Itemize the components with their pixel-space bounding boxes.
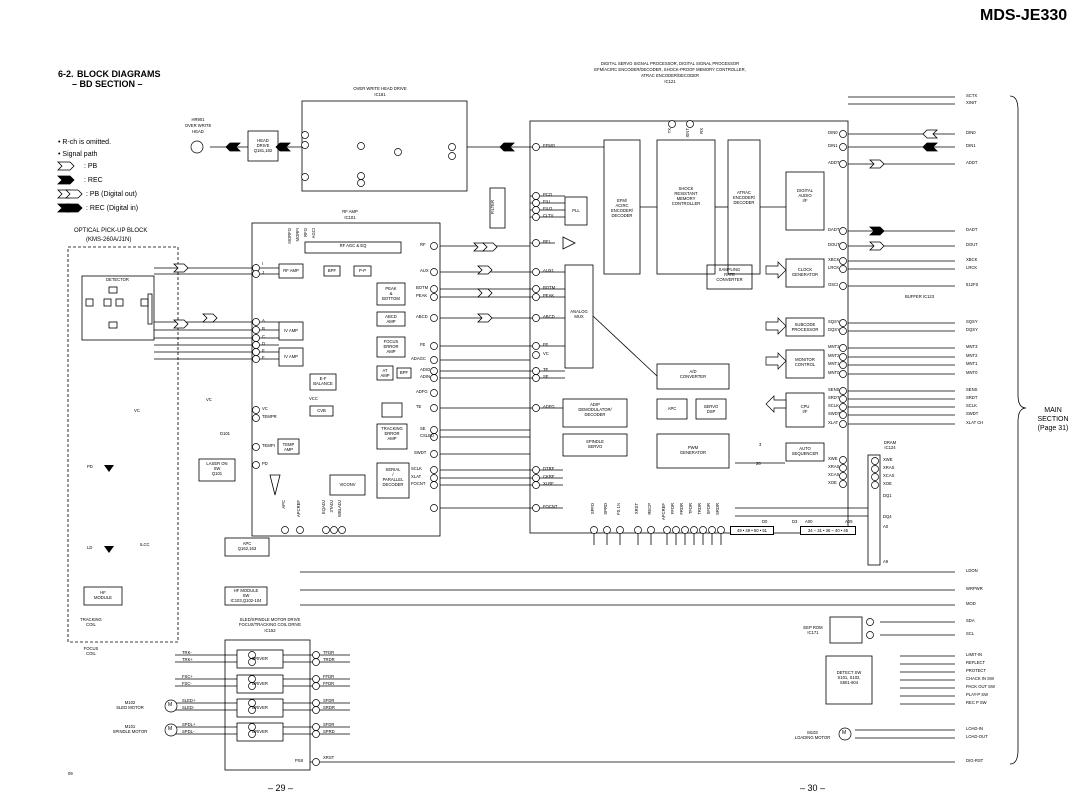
driver-pin-4: SLED+ [182, 698, 196, 703]
dram-pin-5: DQ4 [883, 514, 892, 519]
driver-pin-0: TRK- [182, 650, 192, 655]
rf-right-pin-3: PEAK [416, 293, 428, 298]
pd-label: PD [87, 464, 93, 469]
rf-left-pin-10: TEMPI [262, 443, 275, 448]
num-3-label: 3 [759, 442, 762, 447]
rf-bottom-pin-0: APC [281, 500, 286, 509]
legend-note: • R-ch is omitted. [58, 139, 112, 146]
subcode-block: SUBCODE PROCESSOR [791, 322, 819, 333]
rf-right-pin-0: RF [420, 242, 426, 247]
dsp-right-pin-15: SRDT [828, 395, 840, 400]
iv-amp-block-1: IV AMP [284, 328, 298, 333]
hf-module-block: HF MODULE [94, 590, 112, 601]
corner-code: 09 [68, 771, 73, 776]
right-signal-7: XBCK [966, 257, 978, 262]
right-signal-22: WRPWR [966, 586, 983, 591]
dsp-right-pin-5: XBCK [828, 257, 840, 262]
apc-inner-block: APC [667, 406, 677, 411]
right-signal-0: SCTX [966, 93, 978, 98]
driver-pin-14: SFDR [323, 722, 335, 727]
owh-ic: IC181 [374, 92, 386, 97]
monitor-control-block: MONITOR CONTROL [794, 357, 816, 368]
legend-rec: : REC [84, 177, 103, 184]
dsp-top-pin-1: XINT [685, 128, 690, 138]
vc-label-1: VC [134, 408, 140, 413]
right-signal-31: PLAY-P SW [966, 692, 989, 697]
temp-amp-block: TEMP AMP [282, 442, 295, 453]
right-signal-20: XLAT CH [966, 420, 984, 425]
dsp-right-pin-17: SWDT [828, 411, 841, 416]
rf-top-pin-2: RFO [303, 228, 308, 237]
dsp-left-pin-13: SE [543, 374, 549, 379]
rf-right-pin-14: SCLK [411, 466, 422, 471]
dram-pin-1: XRAS [883, 465, 895, 470]
dsp-right-pin-20: XRAS [828, 464, 840, 469]
driver-pin-13: SRDR [323, 705, 335, 710]
driver-pin-7: SPDL- [182, 729, 195, 734]
dsp-right-pin-9: DQSY [828, 327, 840, 332]
rf-left-pin-4: C [262, 334, 266, 339]
bus-box-d: 49 • 48 • 50 • 51 [730, 526, 774, 535]
right-signal-24: SDA [966, 618, 975, 623]
bpf2-block: BPF [399, 370, 409, 375]
dsp-left-pin-11: VC [543, 351, 549, 356]
eep-rom-label: EEP ROM IC171 [803, 625, 823, 636]
motor-m-icon-2: M [168, 726, 173, 732]
dsp-right-pin-0: DIN0 [828, 130, 838, 135]
right-signal-16: SENS [966, 387, 978, 392]
right-signal-33: LOAD-IN [966, 726, 983, 731]
legend-pb-digital: : PB (Digital out) [86, 191, 137, 198]
dsp-right-pin-12: MNT1 [828, 361, 840, 366]
rf-right-pin-15: XLAT [411, 474, 422, 479]
driver-pin-9: TRDR [323, 657, 335, 662]
dsp-left-pin-14: ADFG [543, 404, 555, 409]
dsp-right-pin-19: XWE [828, 456, 838, 461]
rf-right-pin-13: SWDT [414, 450, 427, 455]
rf-bottom-pin-3: 3TADJ [329, 500, 334, 513]
dram-pin-4: DQ1 [883, 493, 892, 498]
rf-left-pin-8: VC [262, 406, 268, 411]
dsp-label-3: ATRAC ENCODER/DECODER [640, 73, 700, 78]
rf-left-pin-2: A [262, 318, 265, 323]
rf-left-pin-7: F [262, 355, 265, 360]
driver-pin-8: TFDR [323, 650, 335, 655]
right-signal-9: 512FS [966, 282, 979, 287]
rf-left-pin-11: PD [262, 461, 268, 466]
rf-agc-block: RF AGC & EQ [339, 243, 367, 248]
rf-right-pin-10: TE [416, 404, 422, 409]
rf-right-pin-11: SE [420, 426, 426, 431]
rf-top-pin-0: MORFO [287, 228, 292, 244]
dsp-right-pin-3: DADT [828, 227, 840, 232]
analog-mux-block: ANALOG MUX [570, 309, 588, 320]
pll-block: PLL [572, 208, 580, 213]
legend-rec-digital: : REC (Digital in) [86, 205, 139, 212]
dsp-right-pin-4: DOUT [828, 242, 840, 247]
right-signal-18: SCLK [966, 403, 977, 408]
right-signal-6: DOUT [966, 242, 978, 247]
driver-pin-16: XRST [323, 755, 335, 760]
pp-block: P-P [359, 268, 366, 273]
rf-right-pin-7: ADIO [420, 367, 431, 372]
rf-left-pin-3: B [262, 326, 265, 331]
bus-d3: D3 [792, 519, 798, 524]
rf-left-pin-0: I [262, 261, 264, 266]
rf-amp-block: RF AMP [283, 268, 299, 273]
right-signal-3: DIN1 [966, 143, 976, 148]
rf-right-pin-1: AUX [420, 268, 429, 273]
dram-label: DRAM IC124 [883, 440, 897, 451]
driver-block-1: DRIVER [252, 656, 268, 661]
hr901-label-3: HEAD [192, 129, 204, 134]
right-signal-27: REFLECT [966, 660, 986, 665]
driver-pin-5: SLED- [182, 705, 195, 710]
right-signal-5: DADT [966, 227, 978, 232]
dsp-bottom-pin-8: TFDR [688, 503, 693, 515]
vc-label-2: VC [206, 397, 212, 402]
driver-block-3: DRIVER [252, 705, 268, 710]
rf-left-pin-1: J [262, 270, 265, 275]
right-signal-8: LRCK [966, 265, 978, 270]
bus-box-a: 34 – 31 • 36 – 40 • 45 [800, 526, 856, 535]
dsp-bottom-pin-11: SRDR [715, 503, 720, 515]
driver-pin-10: FFDR [323, 674, 335, 679]
model-title: MDS-JE330 [980, 7, 1068, 24]
right-signal-30: PACK OUT SW [966, 684, 995, 689]
viconv-block: VICONV [339, 482, 356, 487]
at-amp-block: AT AMP [380, 368, 390, 379]
rf-right-pin-8: ADIN [420, 374, 431, 379]
dsp-bottom-pin-2: FS 1N [616, 503, 621, 515]
owh-title: OVER WRITE HEAD DRIVE [353, 86, 407, 91]
shock-memory-block: SHOCK RESISTANT MEMORY CONTROLLER [671, 186, 701, 207]
dsp-right-pin-6: LRCK [828, 265, 840, 270]
dsp-label-1: DIGITAL SERVO SIGNAL PROCESSOR, DIGITAL SIGNAL PROCESSOR [600, 61, 740, 66]
dsp-left-pin-3: FILO [543, 206, 553, 211]
right-signal-13: MNT2 [966, 353, 978, 358]
dsp-right-pin-14: SENS [828, 387, 840, 392]
ilcc-label: ILCC [140, 542, 150, 547]
rf-left-pin-5: D [262, 341, 266, 346]
ad-converter-block: A/D CONVERTER [679, 369, 707, 380]
dsp-label-2: EFM/ACIRC ENCODER/DECODER, SHOCK-PROOF MEMORY CONTROLLER, [594, 67, 746, 72]
servo-dsp-block: SERVO DSP [703, 404, 719, 415]
tracking-coil-label: TRACKING COIL [80, 617, 102, 628]
filter-block: FILTER [490, 200, 495, 215]
driver-block-4: DRIVER [252, 729, 268, 734]
m102-label: M102 SLED MOTOR [116, 700, 144, 711]
bus-a00: A00 [805, 519, 813, 524]
right-signal-19: SWDT [966, 411, 979, 416]
rf-bottom-pin-4: WBLADJ [337, 500, 342, 517]
spindle-servo-block: SPINDLE SERVO [586, 439, 604, 450]
rf-right-pin-4: ABCD [416, 314, 428, 319]
right-signal-34: LOAD-OUT [966, 734, 988, 739]
hr901-label-2: OVER WRITE [184, 123, 212, 128]
serial-parallel-block: SERIAL / PARALLEL DECODER [382, 467, 404, 488]
dsp-left-pin-2: FILI [543, 199, 551, 204]
rf-right-pin-12: CSLED [420, 433, 434, 438]
rf-left-pin-9: TEMPR [262, 414, 277, 419]
bus-a09: A09 [845, 519, 853, 524]
right-signal-4: ADDT [966, 160, 978, 165]
motor-m-icon-3: M [842, 730, 847, 736]
driver-pin-6: SPDL+ [182, 722, 196, 727]
dsp-bottom-pin-4: RECP [647, 503, 652, 515]
rf-right-pin-2: BOTM [416, 285, 429, 290]
page-number-right: – 30 – [800, 783, 826, 793]
right-signal-25: SCL [966, 631, 975, 636]
driver-pin-15: SPRD [323, 729, 335, 734]
driver-pin-2: FSC+ [182, 674, 193, 679]
dsp-left-pin-8: PEAK [543, 293, 555, 298]
dsp-right-pin-18: XLAT [828, 420, 839, 425]
right-signal-28: PROTECT [966, 668, 987, 673]
driver-pin-17: PS8 [295, 758, 303, 763]
page-number-left: – 29 – [268, 783, 294, 793]
dram-pin-0: XWE [883, 457, 893, 462]
dram-pin-6: A0 [883, 524, 889, 529]
rf-right-pin-5: FE [420, 342, 426, 347]
m101-label: M101 SPINDLE MOTOR [112, 724, 148, 735]
driver-pin-12: SFDR [323, 698, 335, 703]
rf-right-pin-6: ADAGC [411, 356, 426, 361]
num-20-label: 20 [756, 461, 761, 466]
dsp-bottom-pin-0: SPFD [590, 503, 595, 515]
right-signal-29: CHACK IN SW [966, 676, 994, 681]
hr901-label: HR901 [191, 117, 205, 122]
rf-left-pin-6: E [262, 348, 265, 353]
focus-coil-label: FOCUS COIL [83, 646, 99, 657]
cvb-block: CVB [317, 408, 326, 413]
rf-top-pin-1: MORFI [295, 228, 300, 242]
rf-right-pin-16: FOCNT [411, 481, 426, 486]
driver-pin-11: FFDR [323, 681, 335, 686]
dsp-left-pin-9: ABCD [543, 314, 555, 319]
dsp-left-pin-15: DTRF [543, 466, 555, 471]
driver-pin-3: FSC- [182, 681, 192, 686]
buffer-label: BUFFER IC123 [905, 294, 935, 299]
hf-sw-block: HF MODULE SW IC103,Q102-104 [230, 588, 262, 604]
m103-label: M103 LOADING MOTOR [794, 730, 831, 741]
right-signal-26: LIMIT-IN [966, 652, 983, 657]
dsp-right-pin-21: XCAS [828, 472, 840, 477]
pickup-model: (KMS-260A/J1N) [86, 237, 132, 243]
dsp-right-pin-22: XOE [828, 480, 837, 485]
dsp-right-pin-2: ADDT [828, 160, 840, 165]
dsp-bottom-pin-3: XRST [634, 503, 639, 515]
main-section-1: MAIN [1044, 407, 1062, 414]
vcc-label: VCC [309, 396, 318, 401]
laser-on-block: LASER ON SW Q101 [206, 461, 228, 477]
apc-q-block: APC Q162,163 [237, 541, 257, 552]
motor-drive-label: SLED/SPINDLE MOTOR DRIVE FOCUS/TRACKING COIL DRIVE IC152 [238, 617, 302, 633]
adip-block: ADIP DEMODULATOR/ DECODER [578, 402, 612, 418]
dsp-bottom-pin-9: TRDR [697, 503, 702, 515]
abcd-amp-block: ABCD AMP [385, 314, 397, 325]
right-signal-23: MOD [966, 601, 976, 606]
right-signal-2: DIN0 [966, 130, 976, 135]
head-drive-block: HEAD DRIVE Q181,182 [253, 138, 273, 154]
cpu-if-block: CPU I/F [800, 404, 810, 415]
rfamp-ic: IC101 [344, 215, 356, 220]
focus-error-block: FOCUS ERROR AMP [383, 339, 399, 355]
dsp-left-pin-18: FOCNT [543, 504, 558, 509]
right-signal-10: SQSY [966, 319, 978, 324]
right-signal-17: SRDT [966, 395, 978, 400]
atrac-block: ATRAC ENCODER/ DECODER [732, 190, 756, 206]
detector-label: DETECTOR [106, 277, 129, 282]
digital-audio-block: DIGITAL AUDIO I/F [797, 188, 813, 204]
sampling-rate-block: SAMPLING RATE CONVERTER [716, 267, 743, 283]
dsp-bottom-pin-7: FRDR [679, 503, 684, 515]
right-signal-32: REC P SW [966, 700, 987, 705]
motor-m-icon-1: M [168, 702, 173, 708]
bpf-block: BPF [327, 268, 337, 273]
dsp-left-pin-5: RFI [543, 239, 550, 244]
dsp-right-pin-10: MNT3 [828, 344, 840, 349]
bus-d0: D0 [762, 519, 768, 524]
main-section-3: (Page 31) [1037, 425, 1069, 432]
dsp-left-pin-1: PCO [543, 192, 553, 197]
main-section-2: SECTION [1037, 416, 1069, 423]
dsp-bottom-pin-10: SFDR [706, 503, 711, 515]
rf-right-pin-9: ADFG [416, 389, 428, 394]
rf-bottom-pin-1: APCREF [296, 500, 301, 517]
auto-sequencer-block: AUTO SEQUENCER [791, 446, 819, 457]
right-signal-11: DQSY [966, 327, 978, 332]
right-signal-21: LDON [966, 568, 978, 573]
section-title: BLOCK DIAGRAMS [77, 69, 161, 79]
dsp-left-pin-4: CLTV [543, 213, 554, 218]
dsp-right-pin-1: DIN1 [828, 143, 838, 148]
dram-pin-3: XOE [883, 481, 892, 486]
driver-pin-1: TRK+ [182, 657, 193, 662]
d101-label: D101 [220, 431, 231, 436]
dsp-ic-label: IC121 [664, 79, 676, 84]
right-signal-1: XINIT [966, 100, 977, 105]
right-signal-15: MNT0 [966, 370, 978, 375]
dsp-top-pin-0: TX [667, 128, 672, 134]
efm-block: EFM/ ACIRC ENCODER/ DECODER [610, 198, 634, 219]
driver-block-2: DRIVER [252, 681, 268, 686]
dsp-left-pin-7: BOTM [543, 285, 556, 290]
dsp-left-pin-10: FE [543, 342, 549, 347]
pickup-label: OPTICAL PICK-UP BLOCK [74, 228, 148, 234]
section-subtitle: – BD SECTION – [72, 79, 143, 89]
tracking-error-block: TRACKING ERROR AMP [381, 426, 403, 442]
dsp-left-pin-17: XLRF [543, 481, 554, 486]
legend-signal-path: • Signal path [58, 151, 98, 158]
dsp-right-pin-11: MNT2 [828, 353, 840, 358]
dsp-bottom-pin-6: FFDR [670, 503, 675, 515]
dsp-right-pin-13: MNT0 [828, 370, 840, 375]
rf-bottom-pin-2: EQADJ [321, 500, 326, 514]
dsp-left-pin-6: AUX1 [543, 268, 554, 273]
dsp-right-pin-16: SCLK [828, 403, 839, 408]
section-number: 6-2. [58, 69, 74, 79]
dram-pin-2: XCAS [883, 473, 895, 478]
dsp-top-pin-2: RX [699, 128, 704, 134]
dsp-bottom-pin-5: APCREF [661, 503, 666, 520]
right-signal-35: DIG-RST [966, 758, 984, 763]
dsp-bottom-pin-1: SPRD [603, 503, 608, 515]
pwm-generator-block: PWM GENERATOR [679, 445, 707, 456]
rf-top-pin-3: AGCI [311, 228, 316, 239]
dsp-left-pin-0: EFMO [543, 143, 556, 148]
dsp-right-pin-8: SQSY [828, 319, 840, 324]
dsp-right-pin-7: OSCI [828, 282, 839, 287]
right-signal-14: MNT1 [966, 361, 978, 366]
legend-pb: : PB [84, 163, 98, 170]
ef-balance-block: E-F BALANCE [313, 376, 333, 387]
right-signal-12: MNT3 [966, 344, 978, 349]
detect-sw-block: DETECT SW S101, S102, S601-604 [836, 670, 862, 686]
dram-pin-7: A9 [883, 559, 889, 564]
dsp-left-pin-12: TE [543, 367, 549, 372]
dsp-left-pin-16: CKRF [543, 474, 555, 479]
clock-generator-block: CLOCK GENERATOR [791, 267, 819, 278]
rfamp-title: RF AMP [342, 209, 358, 214]
ld-label: LD [87, 545, 93, 550]
peak-bottom-block: PEAK & BOTTOM [382, 286, 400, 302]
iv-amp-block-2: IV AMP [284, 354, 298, 359]
